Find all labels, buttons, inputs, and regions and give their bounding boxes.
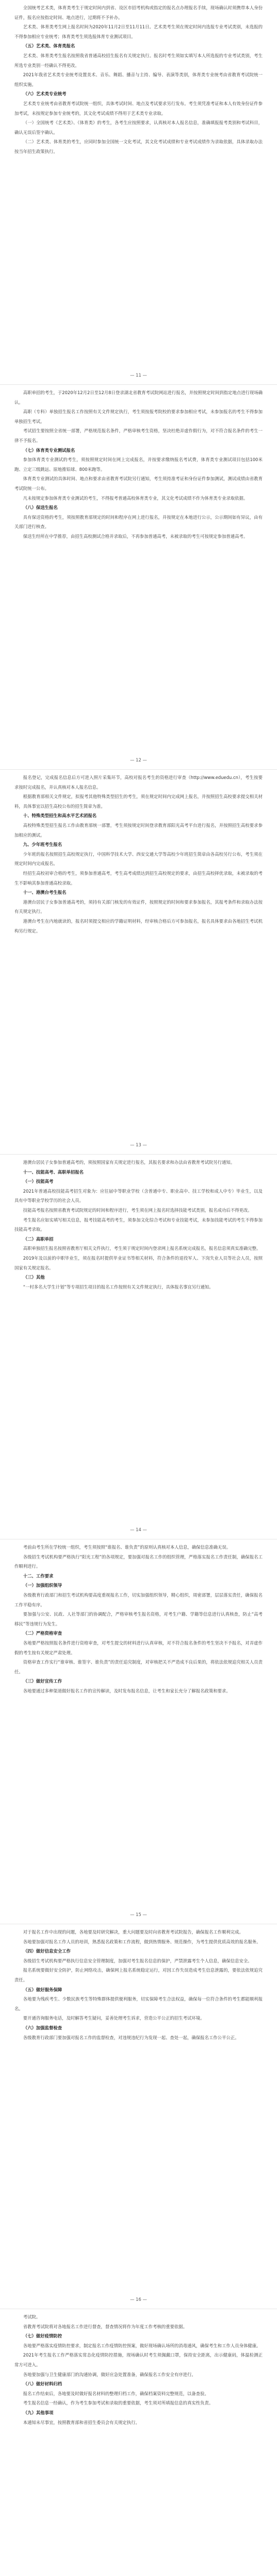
paragraph: 考试院。 (23, 2314, 41, 2319)
paragraph: “一村多名大学生计划”等专项招生项目的报名工作按照有关文件规定执行，具体报名事宜另行通知。 (23, 1284, 214, 1290)
page-number: — 13 — (130, 1142, 147, 1147)
paragraph: 资格审查工作实行“谁审核、谁签字、谁负责”的责任追究制度，对审核把关不严造成不良后果的，将依法依规追究相关人员责任。 (14, 1659, 263, 1674)
paragraph: 考试招生要按照全省统一部署，严格规范报名条件，严格审核考生资格，坚决杜绝弄虚作假行为，对不符合报名条件的考生一律不予报名。 (14, 428, 263, 443)
paragraph: 全国统考艺术类，体育类考生于规定时间内到省、设区市招考机构或指定的报名点办理报名手续，现场确认时须携带本人身份证件，报名应按指定时间、地点进行，过期将不予补办。 (14, 5, 263, 20)
paragraph: 各地要通过多种渠道做好报名工作的宣传解读，及时发布报名信息，让考生和家长充分了解报名政策和要求。 (23, 1688, 231, 1693)
document-page (14, 2309, 263, 2576)
paragraph: 各地要加强对报名工作人员的培训，熟悉报名政策和工作流程，做到热情服务、规范操作，为考生提供优质高效的报名服务。 (23, 1939, 261, 1944)
paragraph: （二）艺术类、体育类的考生，应同时参加全国统一文化考试，其文化考试成绩和专业考试成绩作为录取依据，具体录取办法按当年招生政策执行。 (14, 139, 263, 154)
paragraph: 经招生高校初审合格的考生，须参加普通高考，考生高考成绩达到招生高校规定的要求，由招生高校择优录取，未被录取的考生不影响其参加普通高校录取。 (14, 870, 263, 886)
paragraph: 各级教育行政部门和招生考试机构要高度重视报名工作，切实加强组织领导，精心组织，周密部署，层层落实责任，确保报名工作平稳有序。 (14, 1592, 263, 1607)
paragraph: 港澳台居民子女参加普通高考的，须持有关部门核发的有效证件，按照规定的时间和要求参加报名，其报考条件和录取办法按有关规定执行。 (14, 899, 263, 914)
paragraph: 考生报名应如实填写相关信息，报考技能高考的考生，须参加文化综合考试和专业技能考试，未参加技能考试的考生不得参加技能高考录取。 (14, 1217, 263, 1232)
section-heading: （八）做好材料归档 (23, 2381, 62, 2387)
paragraph: 2021年考生报名工作严格落实常态化疫情防控措施，现场确认时考生须佩戴口罩，保持安全距离，出示健康码，体温检测正常方可进入。 (14, 2352, 263, 2367)
section-heading: （三）做好宣传工作 (23, 1679, 62, 1684)
document-page (14, 770, 263, 1155)
paragraph: 各级招生考试机构要严格执行“阳光工程”的各项规定，要加强对报名工作的组织管理，严格落实报名工作责任制，确保报名工作顺利进行。 (14, 1554, 263, 1569)
paragraph: 报名工作结束后，各地要及时做好报名材料的整理归档工作，确保档案资料完整规范，以备查验。 (23, 2391, 209, 2396)
page-number: — 16 — (130, 2297, 147, 2302)
paragraph: 考生报名信息一经确认，作为考生参加考试和录取的重要依据，考生须对所填报信息的真实性负责。 (23, 2400, 214, 2406)
paragraph: 凡未按规定参加体育类专业测试的考生，不得报考普通高校体育类专业，其文化考试成绩不作为体育类专业录取依据。 (23, 495, 248, 501)
paragraph: 各地要加强与卫生健康部门的沟通协调，做好应急处置准备，确保报名工作安全有序进行。 (23, 2371, 196, 2377)
paragraph: 根据教育部相关文件规定，拟报考其他特殊类型招生的考生，须在规定时间内完成网上报名，并按照招生高校要求提交相关材料，具体事宜以招生高校公布的招生简章为准。 (14, 794, 263, 809)
paragraph: 各级招生考试机构要严格执行信息安全管理制度，加强对考生报名信息的保护，严禁泄露考生个人信息，确保信息安全。 (23, 1958, 252, 1963)
paragraph: 2021年我省艺术类专业统考设置美术、音乐、舞蹈、播音与主持、编导、表演等类别，体育类专业统考由省教育考试院统一组织实施。 (14, 72, 263, 87)
section-heading: （二）高职单招 (23, 1236, 54, 1242)
paragraph: 对于报名工作中出现的问题，各地要及时研究解决，重大问题要及时向省教育考试院报告，确保报名工作顺利完成。 (23, 1929, 243, 1935)
paragraph: 高职单招的考生，于2020年12月2日至12月8日登录湖北省教育考试院网站进行报名，并按照规定时间到指定地点进行现场确认。 (14, 390, 263, 405)
page-number: — 14 — (130, 1527, 147, 1532)
section-heading: 十一、港澳台考生报名 (23, 890, 67, 895)
paragraph: 具有保送资格的考生，须按照教育部规定的时间和程序在网上进行报名，并按规定在本地进行公示，公示期间如有异议，由有关部门进行核查。 (14, 514, 263, 530)
section-heading: （七）体育类专业测试报名 (23, 447, 75, 453)
section-heading: （四）做好信息安全工作 (23, 1948, 71, 1954)
section-heading: 九、少年班考生报名 (23, 842, 62, 848)
section-heading: 十、特殊类型招生和高水平艺术团报名 (23, 813, 97, 819)
section-heading: （八）保送生报名 (23, 505, 58, 511)
paragraph: 高职（专科）单独招生报名工作按照有关文件规定执行，考生须按报考院校的要求参加相应考试，未参加报名的考生不得参加单独招生考试。 (14, 409, 263, 424)
paragraph: 艺术类、体育类考生报名按照我省普通高校招生报名有关规定执行。报名时考生须如实填写本人所选报的专业考试类别，考生所选专业类别一经确认不得更改。 (14, 53, 263, 68)
paragraph: 各地要严格落实疫情防控要求，制定报名工作疫情防控预案，做好现场确认场所的消毒通风，确保考生和工作人员身体健康。 (23, 2343, 261, 2348)
section-heading: （七）做好疫情防控 (23, 2333, 62, 2339)
paragraph: 2021年普通高校技能高考招生对象为：应往届中等职业学校（含普通中专、职业高中、技工学校和成人中专）毕业生，以及具有中等职业学校学历的社会人员。 (14, 1188, 263, 1204)
document-page (14, 385, 263, 770)
paragraph: 少年班的报名按照招生高校规定执行，中国科学技术大学、西安交通大学等高校少年班招生简章由各高校另行公布，考生须在规定时间内完成报名。 (14, 851, 263, 867)
paragraph: 各地要为残疾考生、少数民族考生等特殊群体提供便利服务，切实保障考生合法权益，确保每一位符合条件的考生都能顺利报名。 (14, 1996, 263, 2011)
paragraph: 技能高考报名按照省教育考试院规定的时间和程序进行，考生须在网上报名时选择技能考试类别，报名成功后不得更改。 (23, 1207, 252, 1213)
page-number: — 11 — (130, 372, 147, 378)
document-page (14, 0, 263, 385)
section-heading: 十一、技能高考、高职单招报名 (23, 1169, 84, 1175)
section-heading: （一）技能高考 (23, 1179, 54, 1184)
paragraph: 港澳台居民子女参加普通高考的，须按照国家有关规定进行报名，其报名要求和办法由省教育考试院另行通知。 (23, 1160, 235, 1165)
paragraph: 高职单独招生报名按照省教育厅相关文件执行，考生须于规定时间内登录网上报名系统完成报名，报名信息须真实准确完整。 (23, 1246, 261, 1251)
paragraph: 港澳台考生在内地就读的，报名时须提交相应的学籍证明材料，经审核合格后方可参加报名，报名具体要求由各地招生考试机构另行规定。 (14, 918, 263, 934)
section-heading: （五）艺术类、体育类报名 (23, 43, 75, 49)
section-heading: （六）加强监督检查 (23, 2025, 62, 2030)
section-heading: （六）艺术类专业统考 (23, 91, 67, 97)
paragraph: 参加体育类专业测试的考生，须按照规定时间在网上完成报名，并按要求缴纳报名考试费，体育类专业测试项目包括100米跑、立定三级跳远、原地推铅球、800米跑等。 (14, 457, 263, 472)
section-heading: （一）加强组织领导 (23, 1583, 62, 1588)
paragraph: （一）全国统考《艺术类》、《体育类》的考生，各考生应按照要求，认真核对本人报名信息，准确填报报考类别和考试科目，确认无误后签字确认。 (14, 120, 263, 135)
document-page (14, 1539, 263, 1924)
paragraph: 本通知未尽事宜，按照教育部和省招生委员会有关规定执行。 (23, 2419, 140, 2425)
paragraph: 艺术类、体育类考生网上报名时间为2020年11月2日至11月11日。艺术类考生须在规定时间内选报专业考试类别，未选报的不得参加相应专业统考；体育类考生须选报体育专业测试项目。 (14, 24, 263, 39)
paragraph: 艺术类专业统考由省教育考试院统一组织，具体考试时间、地点及考试要求另行发布。考生须凭准考证和本人有效身份证件参加考试，未按规定参加专业统考的，其文化考试成绩不得用于艺术类专业录取。 (14, 100, 263, 116)
paragraph: 各地要严格按照报名条件进行资格审查，对考生提交的材料进行认真审核，对不符合报名条件的考生坚决不予报名，对弄虚作假的考生按有关规定严肃处理。 (14, 1640, 263, 1655)
section-heading: （九）其他事项 (23, 2410, 54, 2415)
paragraph: 报名登记，完成报名信息后方可进入照片采集环节，高校对报名考生的资格进行审查（http://www.eduedu.cn），考生按要求按时完成报名，并认真核对本人报名信息。 (14, 775, 263, 790)
paragraph: 高校特殊类型招生报名工作由教育部统一部署，考生须按规定时间登录教育部阳光高考平台进行报名，并按照招生高校要求参加相应的测试。 (14, 822, 263, 838)
paragraph: 考前由考生所在学校统一组织，考生须按照“谁报名、谁负责”的原则认真核对本人信息，确保信息准确无误。 (23, 1545, 231, 1550)
paragraph: 各级教育行政部门要加强对报名工作的监督检查，对违规违纪行为发现一起、查处一起，确保报名工作公平公正。 (23, 2035, 239, 2040)
page-number: — 15 — (130, 1912, 147, 1917)
document-page (14, 1155, 263, 1539)
paragraph: 2019年及以前的中职毕业生，须在报名时提供毕业证书等相关材料，符合条件的退役军人、下岗失业人员等社会人员，按照国家有关规定报名。 (14, 1255, 263, 1270)
paragraph: 省教育考试院将对各地报名工作进行督查，督查情况将作为年度工作考核的重要依据。 (23, 2324, 188, 2329)
paragraph: 保送生经所在中学推荐，由招生高校测试合格并录取后，不再参加普通高考，未被录取的考生可按规定参加普通高考。 (23, 533, 248, 539)
paragraph: 体育类专业测试的具体时间、地点和要求由省教育考试院另行通知，考生须持准考证和身份证件参加测试，测试成绩由省教育考试院统一公布。 (14, 476, 263, 491)
section-heading: 十二、工作要求 (23, 1573, 54, 1579)
paragraph: 要加强与公安、民政、人社等部门的协调配合，严格审核考生报名资格，对考生户籍、学籍等信息进行认真核查，防止“高考移民”等违规行为发生。 (14, 1612, 263, 1626)
paragraph: 报名系统要做好安全防护，防止网络攻击，确保网上报名系统稳定运行，对因工作失误造成考生信息泄露的，要依法依规追究责任。 (14, 1968, 263, 1982)
section-heading: （三）其他 (23, 1275, 45, 1280)
paragraph: 要开通咨询服务电话，及时解答考生疑问，妥善处理考生诉求，营造公平公正的招生考试环境。 (23, 2015, 205, 2021)
document-page (14, 1924, 263, 2309)
section-heading: （二）严格资格审查 (23, 1631, 62, 1636)
section-heading: （五）做好服务保障 (23, 1987, 62, 1992)
page-number: — 12 — (130, 757, 147, 762)
